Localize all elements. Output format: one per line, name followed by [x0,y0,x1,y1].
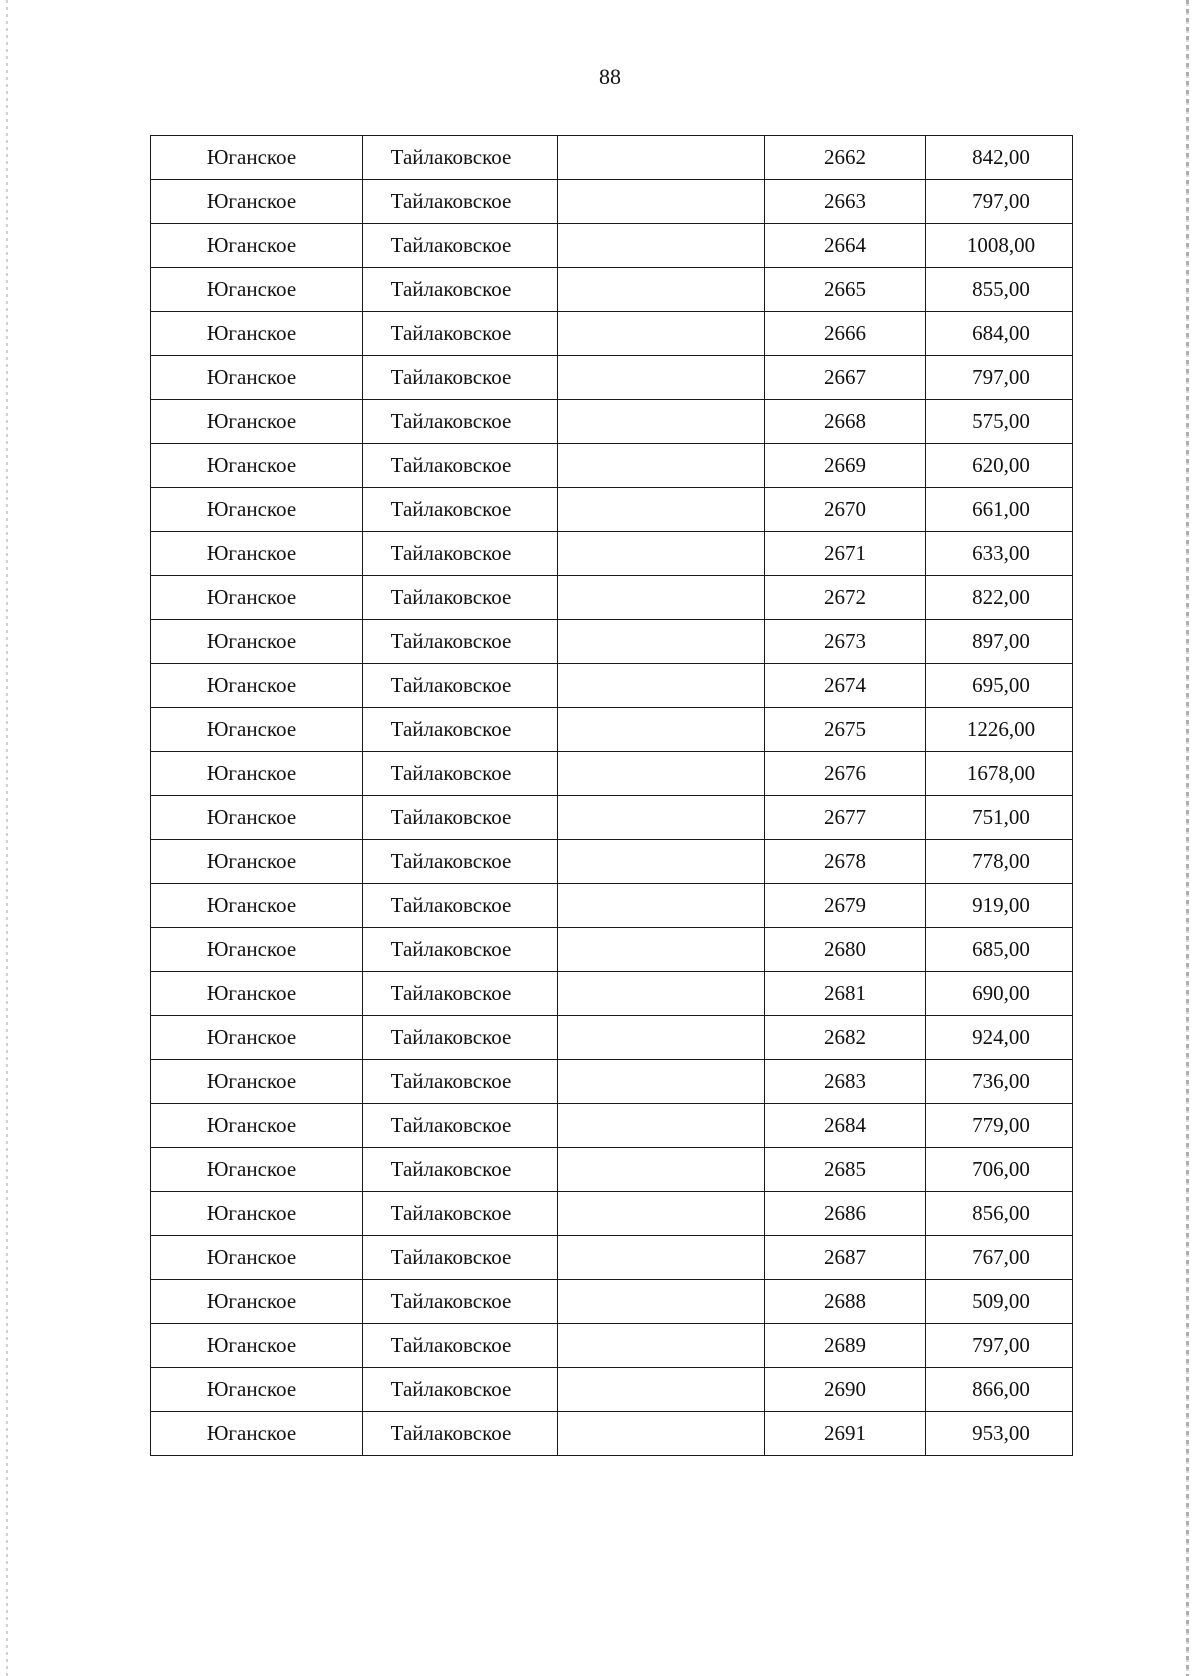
field-name-cell: Юганское [151,444,363,488]
table-row [151,1104,1073,1148]
value-cell: 1678,00 [926,752,1073,796]
area-name-cell: Тайлаковское [363,752,558,796]
field-name-cell: Юганское [151,620,363,664]
area-name-cell: Тайлаковское [363,928,558,972]
value-cell: 661,00 [926,488,1073,532]
field-name-cell: Юганское [151,1104,363,1148]
value-cell: 855,00 [926,268,1073,312]
note-cell [558,224,765,268]
plot-number-cell: 2667 [765,356,926,400]
note-cell [558,1104,765,1148]
note-cell [558,708,765,752]
value-cell: 1226,00 [926,708,1073,752]
value-cell: 842,00 [926,136,1073,180]
value-cell: 797,00 [926,1324,1073,1368]
plot-number-cell: 2678 [765,840,926,884]
table-row [151,180,1073,224]
value-cell: 1008,00 [926,224,1073,268]
field-name-cell: Юганское [151,1368,363,1412]
plot-number-cell: 2663 [765,180,926,224]
value-cell: 953,00 [926,1412,1073,1456]
note-cell [558,312,765,356]
table-row [151,796,1073,840]
plot-number-cell: 2673 [765,620,926,664]
field-name-cell: Юганское [151,1060,363,1104]
note-cell [558,532,765,576]
note-cell [558,620,765,664]
plot-number-cell: 2668 [765,400,926,444]
value-cell: 919,00 [926,884,1073,928]
table-row [151,576,1073,620]
table-row [151,532,1073,576]
plot-number-cell: 2669 [765,444,926,488]
area-name-cell: Тайлаковское [363,1368,558,1412]
field-name-cell: Юганское [151,1324,363,1368]
field-name-cell: Юганское [151,840,363,884]
area-name-cell: Тайлаковское [363,136,558,180]
note-cell [558,752,765,796]
note-cell [558,488,765,532]
area-name-cell: Тайлаковское [363,972,558,1016]
field-name-cell: Юганское [151,1192,363,1236]
field-name-cell: Юганское [151,532,363,576]
plot-number-cell: 2674 [765,664,926,708]
area-name-cell: Тайлаковское [363,664,558,708]
value-cell: 856,00 [926,1192,1073,1236]
note-cell [558,840,765,884]
field-name-cell: Юганское [151,136,363,180]
note-cell [558,444,765,488]
value-cell: 736,00 [926,1060,1073,1104]
field-name-cell: Юганское [151,224,363,268]
value-cell: 897,00 [926,620,1073,664]
area-name-cell: Тайлаковское [363,1060,558,1104]
note-cell [558,268,765,312]
value-cell: 633,00 [926,532,1073,576]
table-row [151,400,1073,444]
field-name-cell: Юганское [151,1412,363,1456]
field-name-cell: Юганское [151,1016,363,1060]
area-name-cell: Тайлаковское [363,1016,558,1060]
note-cell [558,400,765,444]
plot-number-cell: 2671 [765,532,926,576]
plot-number-cell: 2677 [765,796,926,840]
table-row [151,268,1073,312]
field-name-cell: Юганское [151,884,363,928]
table-row [151,1324,1073,1368]
value-cell: 695,00 [926,664,1073,708]
plot-number-cell: 2662 [765,136,926,180]
table-row [151,224,1073,268]
field-name-cell: Юганское [151,180,363,224]
table-row [151,1280,1073,1324]
table-row [151,136,1073,180]
value-cell: 575,00 [926,400,1073,444]
plot-number-cell: 2682 [765,1016,926,1060]
field-name-cell: Юганское [151,1148,363,1192]
table-row [151,312,1073,356]
area-name-cell: Тайлаковское [363,620,558,664]
field-name-cell: Юганское [151,1236,363,1280]
plot-number-cell: 2670 [765,488,926,532]
plot-number-cell: 2672 [765,576,926,620]
plot-number-cell: 2683 [765,1060,926,1104]
field-name-cell: Юганское [151,400,363,444]
note-cell [558,1280,765,1324]
table-row [151,708,1073,752]
plot-number-cell: 2684 [765,1104,926,1148]
field-name-cell: Юганское [151,488,363,532]
note-cell [558,180,765,224]
value-cell: 685,00 [926,928,1073,972]
value-cell: 866,00 [926,1368,1073,1412]
area-name-cell: Тайлаковское [363,1280,558,1324]
area-name-cell: Тайлаковское [363,1148,558,1192]
value-cell: 924,00 [926,1016,1073,1060]
plot-number-cell: 2666 [765,312,926,356]
value-cell: 620,00 [926,444,1073,488]
note-cell [558,664,765,708]
table-row [151,356,1073,400]
field-name-cell: Юганское [151,576,363,620]
note-cell [558,576,765,620]
value-cell: 797,00 [926,180,1073,224]
scan-edge-left [6,0,8,1676]
plot-number-cell: 2681 [765,972,926,1016]
value-cell: 684,00 [926,312,1073,356]
area-name-cell: Тайлаковское [363,1192,558,1236]
value-cell: 778,00 [926,840,1073,884]
area-name-cell: Тайлаковское [363,356,558,400]
field-name-cell: Юганское [151,1280,363,1324]
area-name-cell: Тайлаковское [363,796,558,840]
table-row [151,444,1073,488]
table-row [151,1412,1073,1456]
area-name-cell: Тайлаковское [363,840,558,884]
area-name-cell: Тайлаковское [363,268,558,312]
note-cell [558,1060,765,1104]
plot-number-cell: 2686 [765,1192,926,1236]
field-name-cell: Юганское [151,796,363,840]
area-name-cell: Тайлаковское [363,884,558,928]
note-cell [558,1236,765,1280]
plot-number-cell: 2679 [765,884,926,928]
field-name-cell: Юганское [151,928,363,972]
note-cell [558,972,765,1016]
note-cell [558,884,765,928]
area-name-cell: Тайлаковское [363,1236,558,1280]
field-name-cell: Юганское [151,708,363,752]
note-cell [558,1148,765,1192]
table-row [151,620,1073,664]
plot-number-cell: 2680 [765,928,926,972]
value-cell: 706,00 [926,1148,1073,1192]
table-row [151,752,1073,796]
value-cell: 509,00 [926,1280,1073,1324]
area-name-cell: Тайлаковское [363,708,558,752]
note-cell [558,1412,765,1456]
plot-number-cell: 2688 [765,1280,926,1324]
table-row [151,1368,1073,1412]
value-cell: 690,00 [926,972,1073,1016]
table-row [151,1192,1073,1236]
area-name-cell: Тайлаковское [363,444,558,488]
note-cell [558,796,765,840]
area-name-cell: Тайлаковское [363,312,558,356]
table-row [151,928,1073,972]
plot-number-cell: 2685 [765,1148,926,1192]
table-row [151,1016,1073,1060]
area-name-cell: Тайлаковское [363,180,558,224]
field-name-cell: Юганское [151,972,363,1016]
area-name-cell: Тайлаковское [363,576,558,620]
table-row [151,972,1073,1016]
note-cell [558,356,765,400]
table-row [151,1236,1073,1280]
value-cell: 822,00 [926,576,1073,620]
value-cell: 767,00 [926,1236,1073,1280]
area-name-cell: Тайлаковское [363,1104,558,1148]
note-cell [558,928,765,972]
table-row [151,664,1073,708]
area-name-cell: Тайлаковское [363,1412,558,1456]
table-row [151,840,1073,884]
area-name-cell: Тайлаковское [363,400,558,444]
area-name-cell: Тайлаковское [363,1324,558,1368]
registry-table-body [151,136,1073,1456]
plot-number-cell: 2687 [765,1236,926,1280]
field-name-cell: Юганское [151,664,363,708]
scan-edge-right [1186,0,1189,1676]
field-name-cell: Юганское [151,268,363,312]
registry-table [150,135,1073,1456]
table-row [151,1148,1073,1192]
value-cell: 751,00 [926,796,1073,840]
field-name-cell: Юганское [151,312,363,356]
note-cell [558,1016,765,1060]
table-row [151,884,1073,928]
value-cell: 797,00 [926,356,1073,400]
plot-number-cell: 2690 [765,1368,926,1412]
plot-number-cell: 2665 [765,268,926,312]
plot-number-cell: 2691 [765,1412,926,1456]
note-cell [558,1192,765,1236]
plot-number-cell: 2675 [765,708,926,752]
plot-number-cell: 2676 [765,752,926,796]
plot-number-cell: 2689 [765,1324,926,1368]
area-name-cell: Тайлаковское [363,532,558,576]
field-name-cell: Юганское [151,752,363,796]
note-cell [558,1324,765,1368]
area-name-cell: Тайлаковское [363,488,558,532]
table-row [151,1060,1073,1104]
field-name-cell: Юганское [151,356,363,400]
plot-number-cell: 2664 [765,224,926,268]
value-cell: 779,00 [926,1104,1073,1148]
note-cell [558,1368,765,1412]
page-number: 88 [599,64,621,89]
table-row [151,488,1073,532]
area-name-cell: Тайлаковское [363,224,558,268]
note-cell [558,136,765,180]
